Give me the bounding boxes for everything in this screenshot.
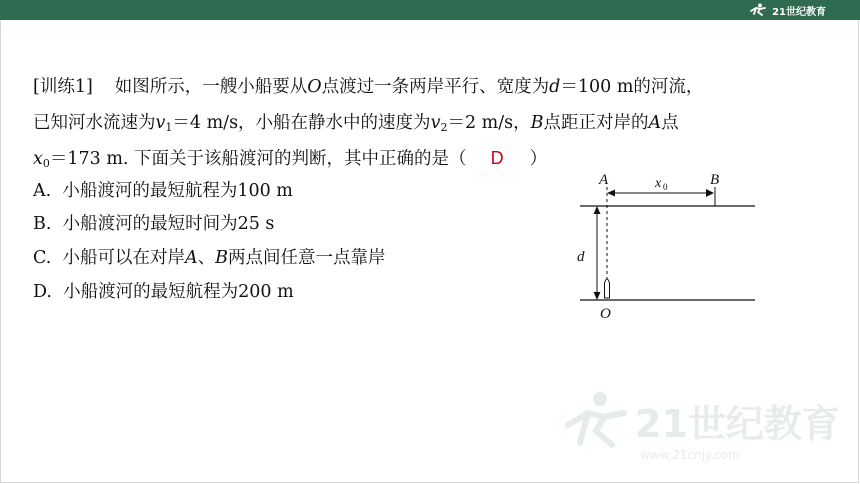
svg-text:21世纪教育: 21世纪教育	[635, 402, 840, 446]
question-line-1: [训练1] 如图所示，一艘小船要从O点渡过一条两岸平行、宽度为d＝100 m的河流，	[33, 77, 704, 97]
logo-text: 21世纪教育	[772, 6, 826, 18]
x0-arrow-left-head	[607, 190, 615, 197]
option-c: C. 小船可以在对岸A、B两点间任意一点靠岸	[33, 248, 386, 268]
watermark-logo	[560, 385, 840, 465]
runner-logo-icon	[748, 3, 768, 17]
question-line-2: 已知河水流速为$v_1=4$ m/s，小船在静水中的速度为$v_2=2$ m/s，B点距正对岸的A点	[33, 113, 679, 134]
d-arrow-bottom-head	[594, 292, 601, 300]
option-a: A. 小船渡河的最短航程为100 m	[33, 181, 293, 201]
header-bar	[0, 0, 860, 20]
label-x0: x	[655, 176, 662, 191]
label-a: A	[599, 172, 609, 188]
option-d: D. 小船渡河的最短航程为200 m	[33, 282, 294, 302]
answer-mark: D	[490, 148, 504, 168]
label-o: O	[600, 306, 611, 322]
option-b: B. 小船渡河的最短时间为25 s	[33, 214, 275, 234]
label-d: d	[577, 249, 585, 265]
boat-icon	[605, 279, 610, 298]
label-x0-sub: 0	[663, 182, 668, 192]
brand-logo	[748, 2, 826, 18]
svg-text:www.21cnjy.com: www.21cnjy.com	[640, 448, 740, 462]
question-line-3: $x_0=173$ m. 下面关于该船渡河的判断，其中正确的是（ D ）	[33, 148, 548, 170]
d-arrow-top-head	[594, 206, 601, 214]
label-b: B	[710, 172, 720, 188]
river-diagram	[565, 165, 765, 325]
question-tag: [训练1]	[33, 77, 93, 97]
